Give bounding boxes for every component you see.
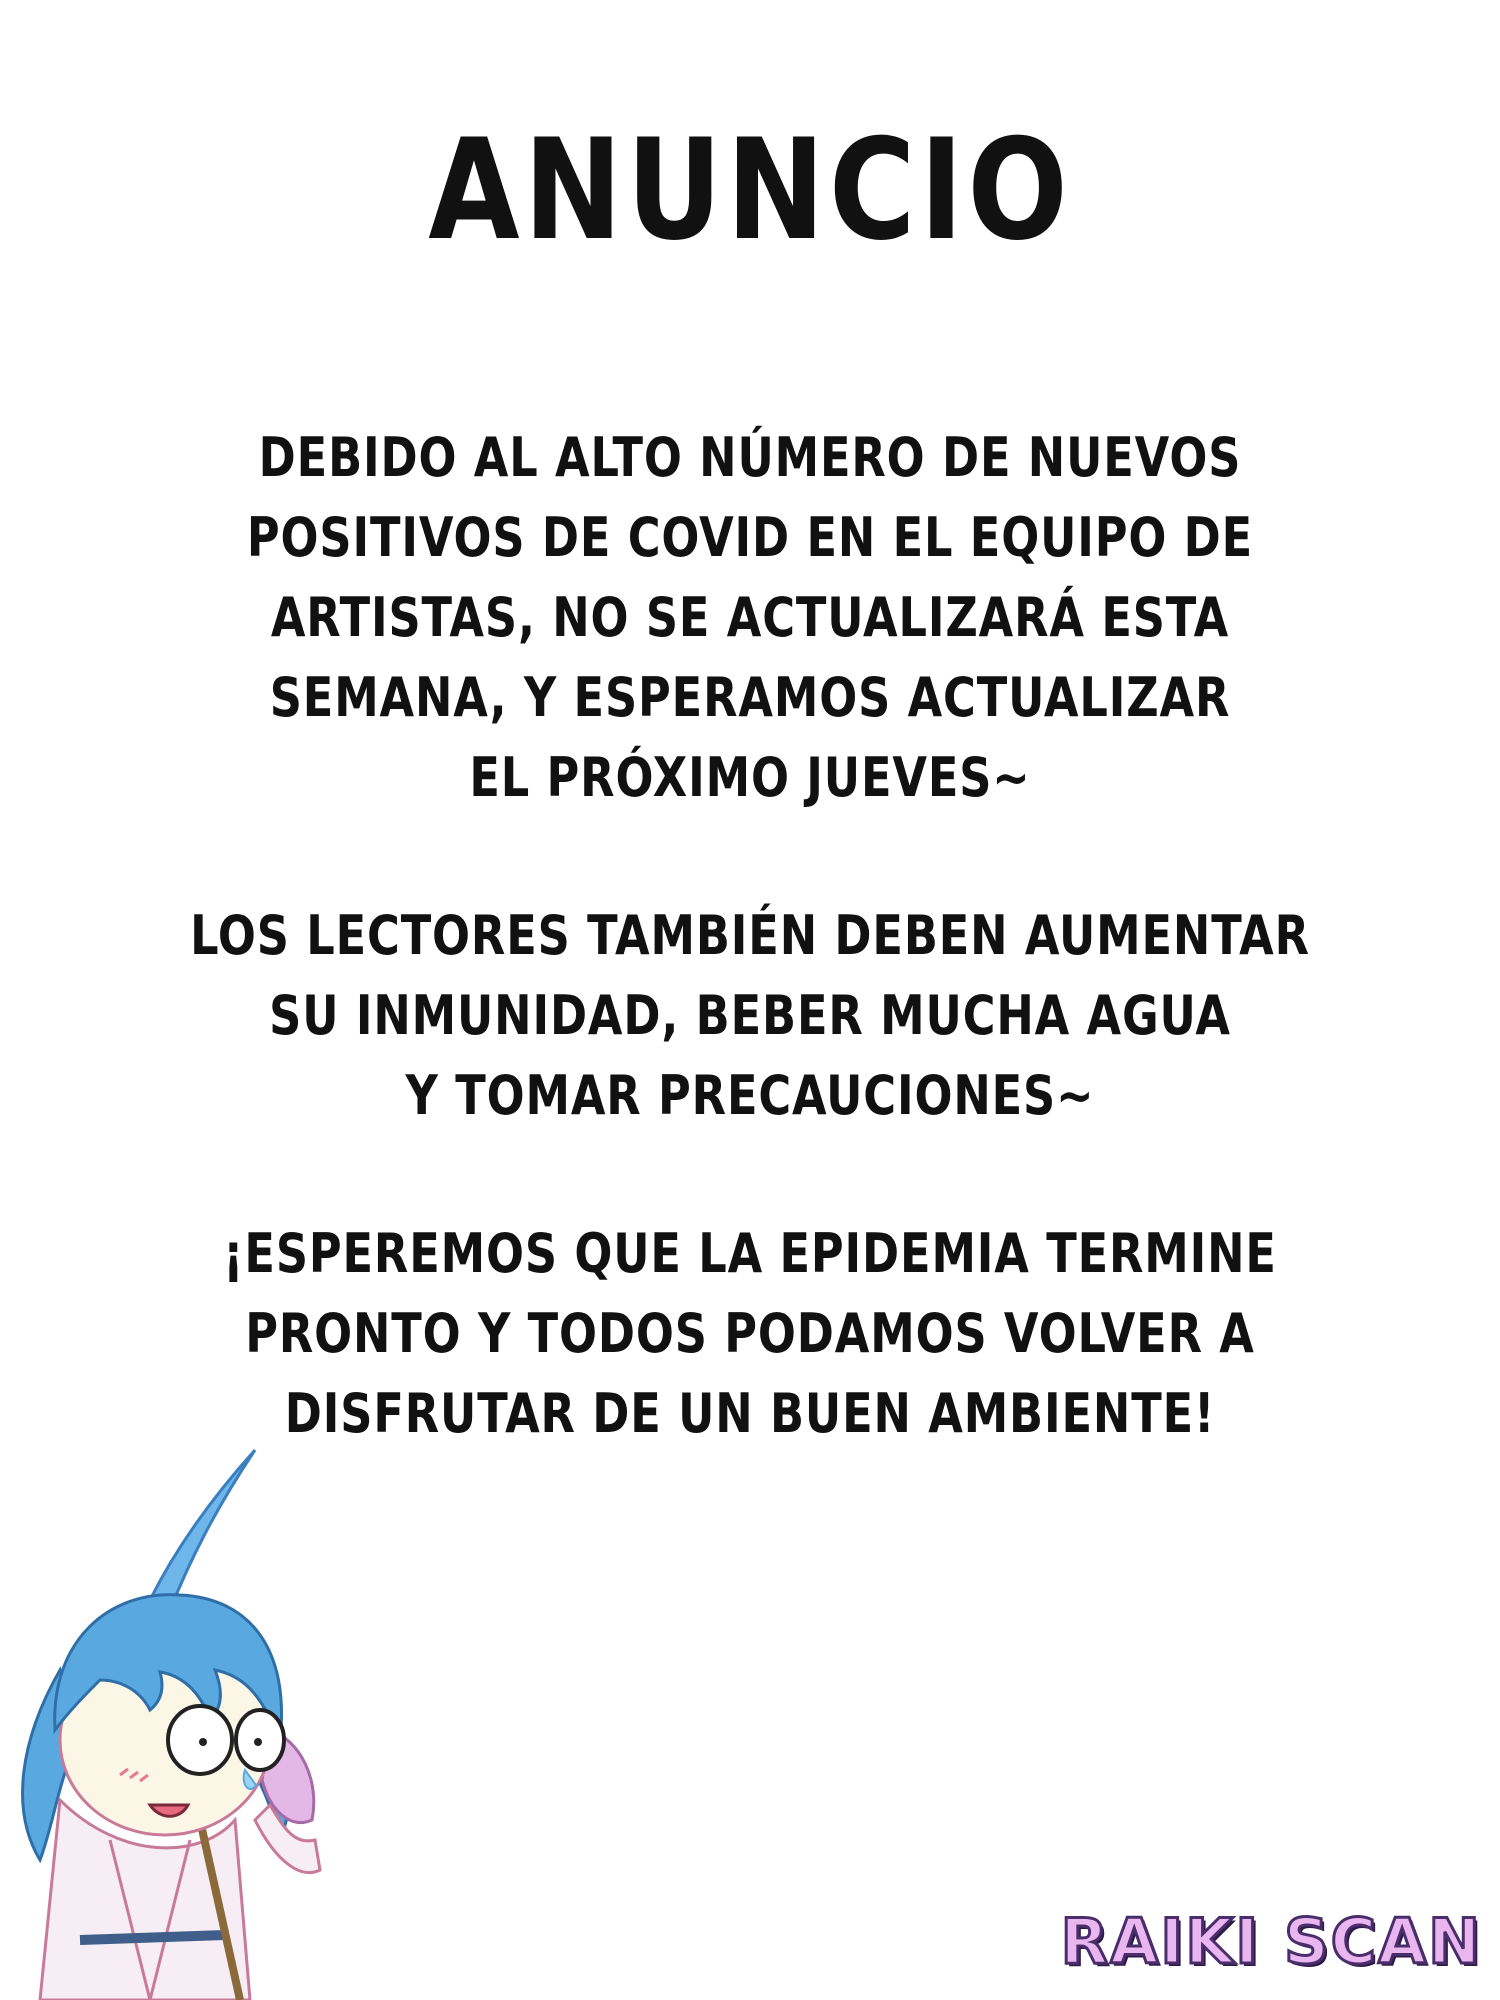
paragraph-line: POSITIVOS DE COVID EN EL EQUIPO DE (246, 506, 1254, 570)
paragraph-line: DISFRUTAR DE UN BUEN AMBIENTE! (284, 1382, 1216, 1446)
paragraph-line: DEBIDO AL ALTO NÚMERO DE NUEVOS (258, 426, 1242, 490)
announcement-paragraph-2 (0, 896, 1500, 1136)
watermark-logo: RAIKI SCAN (1060, 1905, 1482, 1978)
announcement-paragraph-1 (0, 418, 1500, 818)
announcement-title: ANUNCIO (428, 108, 1072, 272)
paragraph-line: PRONTO Y TODOS PODAMOS VOLVER A (245, 1302, 1255, 1366)
paragraph-line: LOS LECTORES TAMBIÉN DEBEN AUMENTAR (190, 904, 1310, 968)
paragraph-line: ¡ESPEREMOS QUE LA EPIDEMIA TERMINE (223, 1222, 1277, 1286)
paragraph-line: Y TOMAR PRECAUCIONES~ (405, 1064, 1095, 1128)
paragraph-line: SU INMUNIDAD, BEBER MUCHA AGUA (269, 984, 1231, 1048)
announcement-paragraph-3 (0, 1214, 1500, 1454)
paragraph-line: ARTISTAS, NO SE ACTUALIZARÁ ESTA (270, 586, 1230, 650)
paragraph-line: EL PRÓXIMO JUEVES~ (469, 746, 1031, 810)
paragraph-line: SEMANA, Y ESPERAMOS ACTUALIZAR (269, 666, 1231, 730)
chibi-character-illustration (0, 1440, 360, 2000)
